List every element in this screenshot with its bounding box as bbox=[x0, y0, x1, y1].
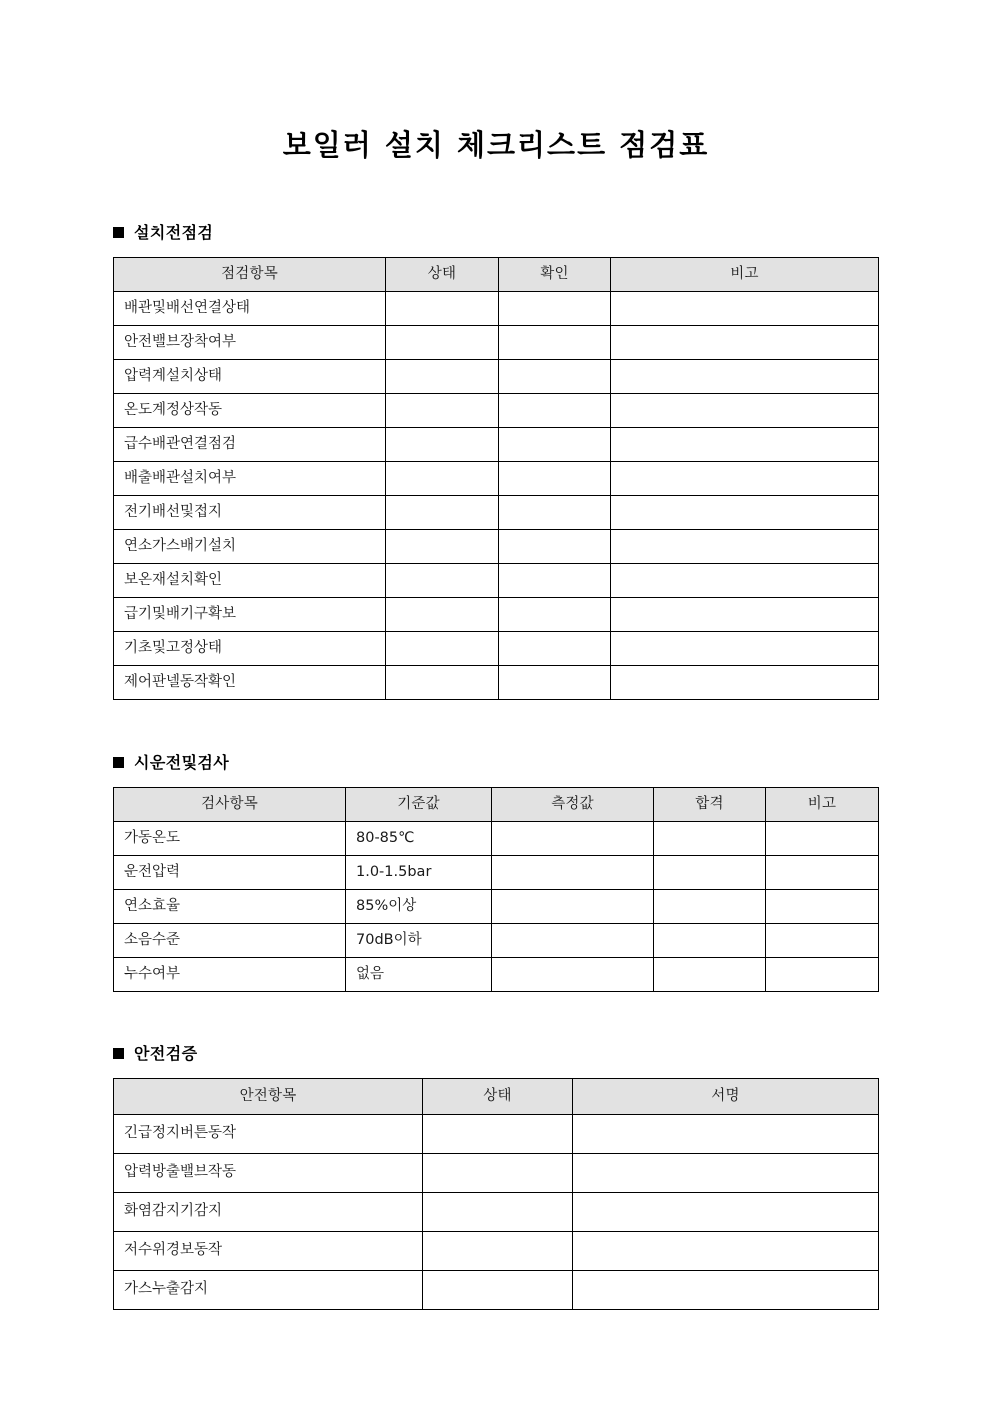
cell-item: 연소가스배기설치 bbox=[114, 529, 386, 563]
cell-item: 보온재설치확인 bbox=[114, 563, 386, 597]
cell-item: 온도계정상작동 bbox=[114, 393, 386, 427]
cell-standard-value: 70dB이하 bbox=[346, 923, 492, 957]
cell-remark[interactable] bbox=[611, 495, 879, 529]
cell-state[interactable] bbox=[423, 1192, 573, 1231]
cell-state[interactable] bbox=[386, 495, 499, 529]
cell-state[interactable] bbox=[386, 665, 499, 699]
cell-measured-value[interactable] bbox=[492, 889, 654, 923]
section-heading bbox=[113, 222, 879, 242]
cell-confirm[interactable] bbox=[499, 393, 611, 427]
cell-state[interactable] bbox=[386, 427, 499, 461]
table-row bbox=[114, 1153, 879, 1192]
cell-standard-value: 1.0-1.5bar bbox=[346, 855, 492, 889]
cell-remark[interactable] bbox=[766, 855, 879, 889]
cell-remark[interactable] bbox=[611, 563, 879, 597]
cell-confirm[interactable] bbox=[499, 495, 611, 529]
cell-item: 연소효율 bbox=[114, 889, 346, 923]
table-row bbox=[114, 821, 879, 855]
table-row bbox=[114, 495, 879, 529]
section-test-run-inspection bbox=[113, 700, 879, 992]
column-header-remark: 비고 bbox=[611, 257, 879, 291]
cell-remark[interactable] bbox=[611, 325, 879, 359]
column-header-state: 상태 bbox=[423, 1078, 573, 1114]
cell-signature[interactable] bbox=[573, 1231, 879, 1270]
table-row bbox=[114, 1192, 879, 1231]
cell-signature[interactable] bbox=[573, 1114, 879, 1153]
cell-signature[interactable] bbox=[573, 1270, 879, 1309]
cell-state[interactable] bbox=[386, 597, 499, 631]
cell-item: 소음수준 bbox=[114, 923, 346, 957]
table-header-row bbox=[114, 257, 879, 291]
cell-signature[interactable] bbox=[573, 1153, 879, 1192]
table-header-row bbox=[114, 787, 879, 821]
section-heading bbox=[113, 1043, 879, 1063]
column-header-measured-value: 측정값 bbox=[492, 787, 654, 821]
cell-pass[interactable] bbox=[654, 821, 766, 855]
table-row bbox=[114, 461, 879, 495]
cell-measured-value[interactable] bbox=[492, 821, 654, 855]
cell-item: 급기및배기구확보 bbox=[114, 597, 386, 631]
table-row bbox=[114, 889, 879, 923]
cell-remark[interactable] bbox=[611, 291, 879, 325]
cell-safety-item: 압력방출밸브작동 bbox=[114, 1153, 423, 1192]
cell-measured-value[interactable] bbox=[492, 855, 654, 889]
column-header-signature: 서명 bbox=[573, 1078, 879, 1114]
cell-pass[interactable] bbox=[654, 923, 766, 957]
cell-remark[interactable] bbox=[611, 461, 879, 495]
column-header-safety-item: 안전항목 bbox=[114, 1078, 423, 1114]
cell-safety-item: 화염감지기감지 bbox=[114, 1192, 423, 1231]
cell-remark[interactable] bbox=[611, 665, 879, 699]
cell-state[interactable] bbox=[386, 461, 499, 495]
cell-confirm[interactable] bbox=[499, 291, 611, 325]
cell-item: 누수여부 bbox=[114, 957, 346, 991]
section-heading-label: 안전검증 bbox=[134, 1043, 198, 1063]
cell-state[interactable] bbox=[423, 1114, 573, 1153]
table-container bbox=[113, 1062, 879, 1310]
column-header-item: 점검항목 bbox=[114, 257, 386, 291]
column-header-remark: 비고 bbox=[766, 787, 879, 821]
table-row bbox=[114, 393, 879, 427]
table-row bbox=[114, 923, 879, 957]
page-title: 보일러 설치 체크리스트 점검표 bbox=[282, 128, 710, 162]
table-row bbox=[114, 325, 879, 359]
cell-safety-item: 가스누출감지 bbox=[114, 1270, 423, 1309]
cell-state[interactable] bbox=[386, 325, 499, 359]
cell-confirm[interactable] bbox=[499, 597, 611, 631]
table-row bbox=[114, 563, 879, 597]
cell-remark[interactable] bbox=[611, 427, 879, 461]
cell-state[interactable] bbox=[423, 1270, 573, 1309]
cell-state[interactable] bbox=[386, 291, 499, 325]
table-row bbox=[114, 529, 879, 563]
cell-confirm[interactable] bbox=[499, 461, 611, 495]
table-row bbox=[114, 631, 879, 665]
cell-pass[interactable] bbox=[654, 957, 766, 991]
cell-state[interactable] bbox=[386, 563, 499, 597]
section-heading-label: 시운전및검사 bbox=[134, 752, 230, 772]
section-heading bbox=[113, 752, 879, 772]
cell-confirm[interactable] bbox=[499, 529, 611, 563]
table-row bbox=[114, 957, 879, 991]
cell-confirm[interactable] bbox=[499, 359, 611, 393]
column-header-state: 상태 bbox=[386, 257, 499, 291]
table-row bbox=[114, 291, 879, 325]
cell-remark[interactable] bbox=[611, 631, 879, 665]
safety-verification-table bbox=[113, 1078, 879, 1310]
table-row bbox=[114, 1270, 879, 1309]
cell-item: 배출배관설치여부 bbox=[114, 461, 386, 495]
cell-item: 압력계설치상태 bbox=[114, 359, 386, 393]
cell-item: 안전밸브장착여부 bbox=[114, 325, 386, 359]
pre-installation-table bbox=[113, 257, 879, 700]
cell-safety-item: 저수위경보동작 bbox=[114, 1231, 423, 1270]
column-header-item: 검사항목 bbox=[114, 787, 346, 821]
table-row bbox=[114, 359, 879, 393]
cell-measured-value[interactable] bbox=[492, 923, 654, 957]
cell-item: 운전압력 bbox=[114, 855, 346, 889]
cell-state[interactable] bbox=[386, 393, 499, 427]
test-run-table bbox=[113, 787, 879, 992]
table-row bbox=[114, 1231, 879, 1270]
cell-confirm[interactable] bbox=[499, 325, 611, 359]
square-bullet-icon bbox=[113, 757, 124, 768]
cell-confirm[interactable] bbox=[499, 665, 611, 699]
square-bullet-icon bbox=[113, 1048, 124, 1059]
cell-state[interactable] bbox=[423, 1231, 573, 1270]
table-header-row bbox=[114, 1078, 879, 1114]
cell-remark[interactable] bbox=[611, 393, 879, 427]
cell-item: 배관및배선연결상태 bbox=[114, 291, 386, 325]
cell-remark[interactable] bbox=[766, 923, 879, 957]
cell-remark[interactable] bbox=[611, 359, 879, 393]
cell-confirm[interactable] bbox=[499, 563, 611, 597]
cell-pass[interactable] bbox=[654, 855, 766, 889]
column-header-pass: 합격 bbox=[654, 787, 766, 821]
section-heading-label: 설치전점검 bbox=[134, 222, 214, 242]
cell-item: 가동온도 bbox=[114, 821, 346, 855]
table-row bbox=[114, 597, 879, 631]
table-row bbox=[114, 427, 879, 461]
cell-state[interactable] bbox=[423, 1153, 573, 1192]
square-bullet-icon bbox=[113, 227, 124, 238]
cell-remark[interactable] bbox=[766, 889, 879, 923]
table-row bbox=[114, 665, 879, 699]
cell-safety-item: 긴급정지버튼동작 bbox=[114, 1114, 423, 1153]
cell-measured-value[interactable] bbox=[492, 957, 654, 991]
cell-remark[interactable] bbox=[766, 821, 879, 855]
cell-remark[interactable] bbox=[766, 957, 879, 991]
cell-item: 제어판넬동작확인 bbox=[114, 665, 386, 699]
table-row bbox=[114, 855, 879, 889]
table-row bbox=[114, 1114, 879, 1153]
cell-confirm[interactable] bbox=[499, 631, 611, 665]
cell-item: 기초및고정상태 bbox=[114, 631, 386, 665]
cell-item: 전기배선및접지 bbox=[114, 495, 386, 529]
cell-remark[interactable] bbox=[611, 597, 879, 631]
section-safety-verification bbox=[113, 992, 879, 1310]
table-container bbox=[113, 771, 879, 992]
column-header-standard-value: 기준값 bbox=[346, 787, 492, 821]
cell-remark[interactable] bbox=[611, 529, 879, 563]
cell-item: 급수배관연결점검 bbox=[114, 427, 386, 461]
cell-confirm[interactable] bbox=[499, 427, 611, 461]
cell-state[interactable] bbox=[386, 359, 499, 393]
cell-pass[interactable] bbox=[654, 889, 766, 923]
cell-standard-value: 80-85℃ bbox=[346, 821, 492, 855]
section-pre-installation-inspection bbox=[113, 163, 879, 700]
cell-standard-value: 85%이상 bbox=[346, 889, 492, 923]
cell-signature[interactable] bbox=[573, 1192, 879, 1231]
cell-state[interactable] bbox=[386, 529, 499, 563]
table-container bbox=[113, 241, 879, 700]
column-header-confirm: 확인 bbox=[499, 257, 611, 291]
cell-state[interactable] bbox=[386, 631, 499, 665]
cell-standard-value: 없음 bbox=[346, 957, 492, 991]
